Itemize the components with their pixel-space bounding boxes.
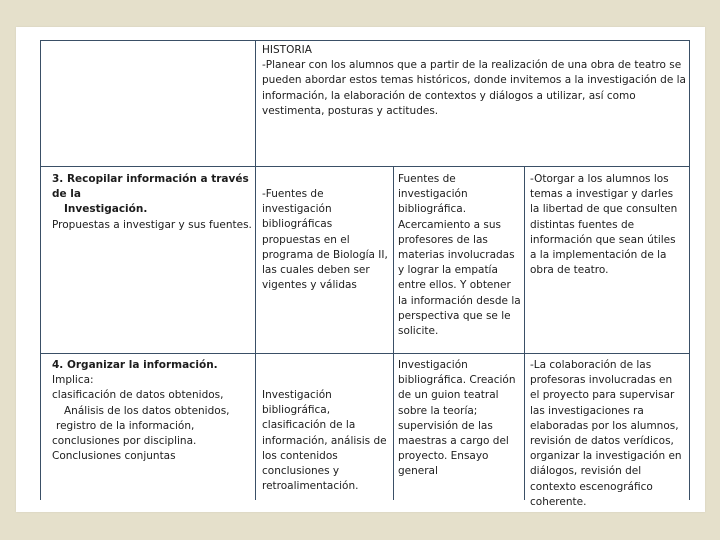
- step4-cell: [52, 358, 252, 464]
- row-divider-1: [40, 166, 690, 167]
- step4-collaboration-cell: [530, 358, 684, 510]
- table-top-border: [40, 40, 690, 41]
- column-divider-1: [255, 40, 256, 500]
- step4-title: 4. Organizar la información.: [52, 359, 218, 371]
- column-divider-3: [524, 166, 525, 500]
- table-right-border: [689, 40, 690, 500]
- history-heading: HISTORIA: [262, 44, 312, 56]
- step3-teachers-text: Fuentes de investigación bibliográfica. Acercamiento a sus profesores de las materias involucradas y lograr la empatía entre ellos. Y obtener la información desde la perspectiva que se le solicite.: [398, 173, 521, 338]
- step4-line-5: conclusiones por disciplina.: [52, 435, 197, 448]
- step4-script-cell: [398, 358, 522, 480]
- step4-process-cell: [262, 388, 392, 494]
- step3-subtitle: Propuestas a investigar y sus fuentes.: [52, 218, 252, 231]
- step3-teachers-cell: [398, 172, 522, 339]
- column-divider-2: [393, 166, 394, 500]
- step3-title: 3. Recopilar información a través de la: [52, 173, 249, 201]
- step3-cell: [52, 172, 252, 233]
- step4-line-3: Análisis de los datos obtenidos,: [64, 404, 230, 417]
- step3-title-cont: Investigación.: [64, 203, 148, 216]
- step3-students-text: -Otorgar a los alumnos los temas a investigar y darles la libertad de que consulten distintas fuentes de información que sean útiles a la implementación de la obra de teatro.: [530, 173, 678, 277]
- row-divider-2: [40, 353, 690, 354]
- step4-line-6: Conclusiones conjuntas: [52, 450, 176, 463]
- step4-line-4: registro de la información,: [56, 419, 195, 432]
- step4-collaboration-text: -La colaboración de las profesoras involucradas en el proyecto para supervisar las investigaciones ra elaboradas por los alumnos, revisión de datos verídicos, organizar la investigación en diálogos, revisión del contexto escenográfico coherente.: [530, 359, 682, 508]
- step4-script-text: Investigación bibliográfica. Creación de un guion teatral sobre la teoría; supervisión de las maestras a cargo del proyecto. Ensayo general: [398, 359, 516, 478]
- step4-line-1: Implica:: [52, 374, 94, 387]
- step4-process-text: Investigación bibliográfica, clasificación de la información, análisis de los contenidos conclusiones y retroalimentación.: [262, 389, 387, 493]
- step3-students-cell: [530, 172, 682, 278]
- activities-table: [40, 40, 690, 508]
- table-left-border: [40, 40, 41, 500]
- history-text: -Planear con los alumnos que a partir de la realización de una obra de teatro se pueden abordar estos temas históricos, donde invitemos a la investigación de la información, la elaboración de contextos y diálogos a utilizar, así como vestimenta, posturas y actitudes.: [262, 59, 686, 117]
- step4-line-2: clasificación de datos obtenidos,: [52, 389, 224, 402]
- step3-sources-text: -Fuentes de investigación bibliográficas propuestas en el programa de Biología II, las cuales deben ser vigentes y válidas: [262, 188, 388, 292]
- history-cell: [262, 43, 686, 119]
- step3-sources-cell: [262, 187, 390, 293]
